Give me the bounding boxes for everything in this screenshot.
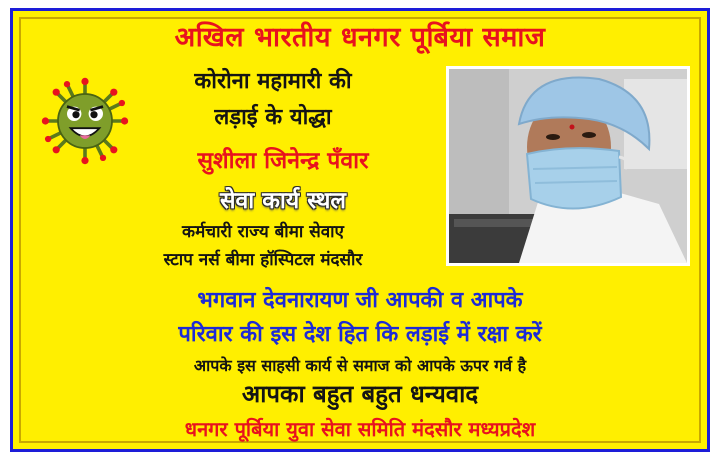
role-hospital-text: स्टाप नर्स बीमा हॉस्पिटल मंदसौर xyxy=(163,250,363,270)
blessing-line-1: भगवान देवनारायण जी आपकी व आपके xyxy=(197,288,523,313)
poster xyxy=(10,8,710,452)
person-name: सुशीला जिनेन्द्र पँवार xyxy=(197,148,369,174)
thanks-line: आपका बहुत बहुत धन्यवाद xyxy=(241,380,479,408)
nurse-photo-illustration xyxy=(449,69,687,263)
poster-title: अखिल भारतीय धनगर पूर्बिया समाज xyxy=(174,22,546,53)
department-text: कर्मचारी राज्य बीमा सेवाए xyxy=(182,222,344,242)
nurse-photo xyxy=(446,66,690,266)
headline-line-1: कोरोना महामारी की xyxy=(194,69,352,94)
footer-organization: धनगर पूर्बिया युवा सेवा समिति मंदसौर मध्यप्रदेश xyxy=(184,417,536,441)
service-place-label: सेवा कार्य स्थल xyxy=(219,188,347,214)
pride-line: आपके इस साहसी कार्य से समाज को आपके ऊपर गर्व है xyxy=(193,356,527,375)
headline-line-2: लड़ाई के योद्धा xyxy=(214,105,332,130)
blessing-line-2: परिवार की इस देश हित कि लड़ाई में रक्षा करें xyxy=(178,322,542,347)
